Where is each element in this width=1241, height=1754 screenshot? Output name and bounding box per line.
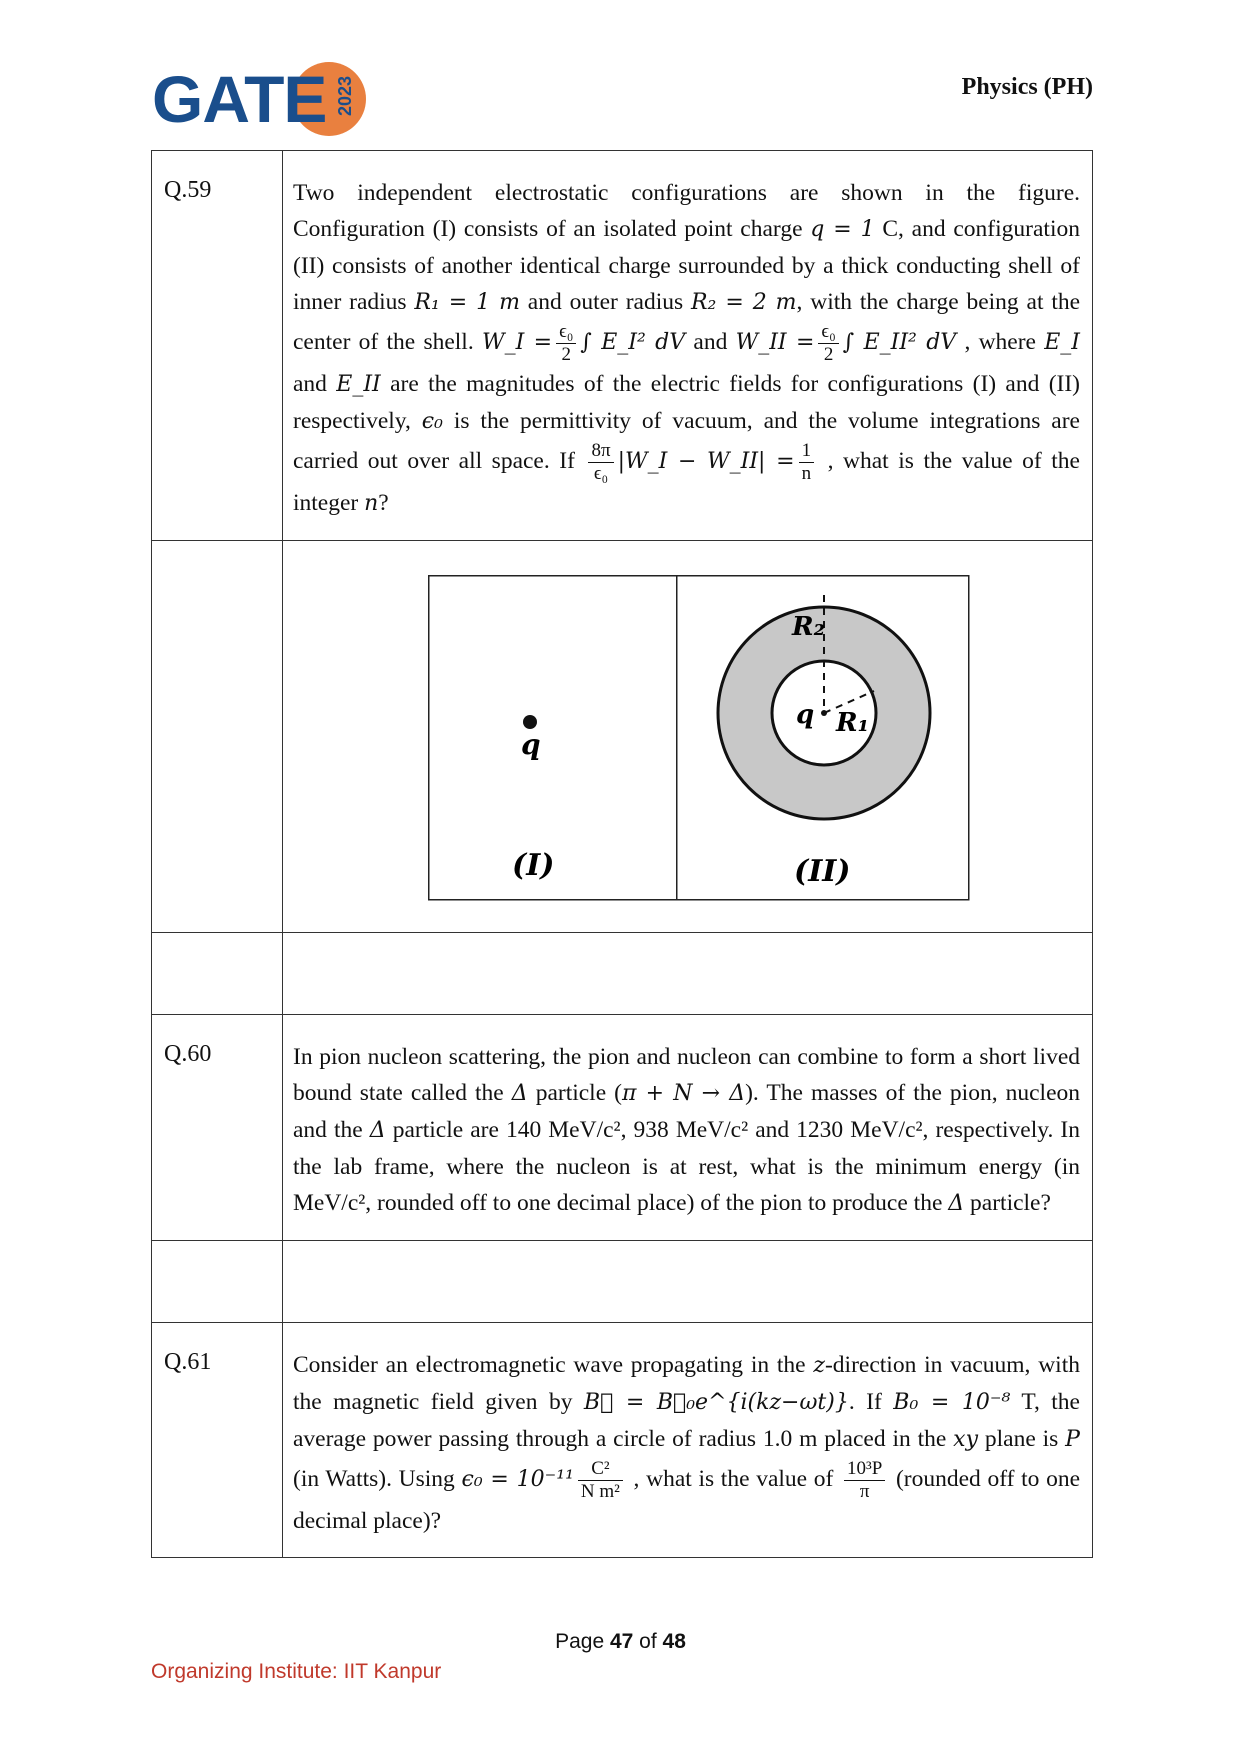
label-R2: R₂: [792, 612, 825, 642]
question-text: [283, 1015, 1093, 1241]
label-q-right: q: [796, 700, 815, 730]
fraction-1000p-over-pi: [844, 1458, 885, 1503]
text-segment: ). The masses of the pion, nucleon and the: [293, 1080, 1081, 1143]
math-abs-difference: |W_I − W_II| =: [617, 448, 795, 474]
math-r2: R₂ = 2 m: [690, 290, 797, 315]
page-number: [0, 1630, 1241, 1654]
text-segment: plane is: [978, 1426, 1066, 1452]
text-segment: and: [293, 371, 337, 397]
fraction-denominator: n: [801, 463, 812, 484]
empty-cell: [152, 1241, 283, 1323]
fraction-eps-over-2: [556, 321, 576, 366]
fraction-numerator: 8π: [588, 440, 613, 463]
organizer-text: Organizing Institute: IIT Kanpur: [151, 1660, 442, 1683]
label-R1: R₁: [836, 708, 869, 738]
empty-cell: [283, 1241, 1093, 1323]
math-eps0: ϵ₀ = 10⁻¹¹: [461, 1466, 574, 1492]
text-segment: are the magnitudes of the electric fields for configurations (I) and (II) respectively,: [293, 371, 1080, 434]
fraction-numerator: 1: [799, 440, 815, 463]
math-delta: Δ: [369, 1118, 386, 1143]
fraction-numerator: C²: [578, 1458, 623, 1481]
text-segment: particle (: [527, 1080, 623, 1106]
question-number: Q.60: [152, 1015, 283, 1241]
figure-cell: [283, 541, 1093, 933]
fraction-denominator: 2: [561, 344, 571, 365]
label-q-left: q: [521, 728, 541, 761]
question-row: [152, 1015, 1093, 1241]
text-segment: ?: [378, 490, 389, 516]
logo-year: 2023: [335, 76, 355, 117]
center-charge-dot: [821, 710, 827, 716]
math-r1: R₁ = 1 m: [414, 290, 520, 315]
math-eps0: ϵ₀: [421, 409, 443, 434]
text-segment: particle?: [964, 1190, 1051, 1216]
page-current: 47: [609, 1630, 634, 1653]
gate-logo: [152, 58, 362, 140]
electrostatics-figure: [428, 575, 970, 901]
text-segment: T, the average power passing through a circle of radius 1.0 m placed in the: [293, 1389, 1080, 1452]
math-wi: W_I =: [481, 329, 553, 355]
text-segment: is the permittivity of vacuum, and the volume integrations are carried out over all space. If: [293, 408, 1080, 474]
fraction-denominator: 2: [823, 344, 834, 365]
fraction-1-over-n: [799, 440, 815, 485]
empty-cell: [152, 933, 283, 1015]
fraction-denominator: N m²: [580, 1481, 620, 1502]
text-segment: C, and configuration (II) consists of another identical charge surrounded by a thick conducting shell of inner radius: [293, 216, 1080, 315]
fraction-eps-over-2: [818, 321, 838, 366]
math-integral-ii: ∫ E_II² dV: [842, 329, 957, 355]
subject-title: Physics (PH): [961, 74, 1093, 100]
math-bfield: B⃗ = B⃗₀e^{i(kz−ωt)}: [583, 1390, 849, 1415]
label-config-I: (I): [512, 848, 555, 883]
text-segment: -direction in vacuum, with the magnetic field given by: [293, 1352, 1080, 1415]
question-number: Q.59: [152, 151, 283, 541]
text-segment: (in Watts). Using: [293, 1465, 462, 1492]
math-eii: E_II: [336, 372, 381, 397]
math-n: n: [364, 491, 379, 516]
spacer-row: [152, 1241, 1093, 1323]
question-row: [152, 1323, 1093, 1558]
fraction-numerator: 10³P: [844, 1458, 885, 1481]
logo-text: GATE: [152, 62, 327, 136]
fraction-numerator: ϵ₀: [818, 321, 838, 344]
empty-cell: [283, 933, 1093, 1015]
math-z: z: [813, 1353, 825, 1378]
math-q: q = 1: [810, 217, 875, 242]
text-segment: . If: [848, 1389, 894, 1415]
text-segment: , with the charge being at the center of the shell.: [293, 289, 1081, 355]
text-segment: , where: [956, 328, 1045, 355]
math-wii: W_II =: [735, 329, 815, 355]
math-xy: xy: [953, 1427, 979, 1452]
question-text: [283, 1323, 1093, 1558]
text-segment: Consider an electromagnetic wave propagating in the: [293, 1352, 814, 1378]
math-b0: B₀ = 10⁻⁸: [893, 1390, 1011, 1415]
label-config-II: (II): [794, 854, 851, 889]
text-segment: particle are 140 MeV/c², 938 MeV/c² and 1230 MeV/c², respectively. In the lab frame, where the nucleon is at rest, what is the minimum energy (in MeV/c², rounded off to one decimal place) of the pion to produce the: [293, 1117, 1080, 1216]
text-segment: , what is the value of: [626, 1465, 841, 1492]
question-number: Q.61: [152, 1323, 283, 1558]
point-charge-dot: [523, 715, 537, 729]
fraction-8pi-over-eps: [588, 440, 613, 485]
fraction-c2-over-nm2: [578, 1458, 623, 1503]
fraction-numerator: ϵ₀: [556, 321, 576, 344]
figure-row: [152, 541, 1093, 933]
question-text: [283, 151, 1093, 541]
math-reaction: π + N → Δ: [622, 1081, 746, 1106]
math-delta: Δ: [511, 1081, 528, 1106]
empty-cell: [152, 541, 283, 933]
text-segment: In pion nucleon scattering, the pion and nucleon can combine to form a short lived bound state called the: [293, 1044, 1080, 1106]
text-segment: , what is the value of the integer: [293, 447, 1080, 516]
text-segment: and outer radius: [519, 289, 691, 315]
text-segment: Two independent electrostatic configurations are shown in the figure. Configuration (I) consists of an isolated point charge: [293, 180, 1080, 242]
math-integral-i: ∫ E_I² dV: [580, 329, 686, 355]
fraction-denominator: ϵ₀: [593, 463, 609, 484]
page-prefix: Page: [555, 1630, 610, 1653]
page-total: 48: [662, 1630, 686, 1653]
spacer-row: [152, 933, 1093, 1015]
math-delta: Δ: [948, 1191, 965, 1216]
questions-table: [151, 150, 1093, 1558]
text-segment: and: [685, 328, 736, 355]
fraction-denominator: π: [859, 1481, 870, 1502]
question-row: [152, 151, 1093, 541]
math-ei: E_I: [1044, 329, 1080, 355]
math-p: P: [1065, 1427, 1080, 1452]
page-mid: of: [633, 1630, 663, 1653]
text-segment: (rounded off to one decimal place)?: [293, 1465, 1081, 1534]
